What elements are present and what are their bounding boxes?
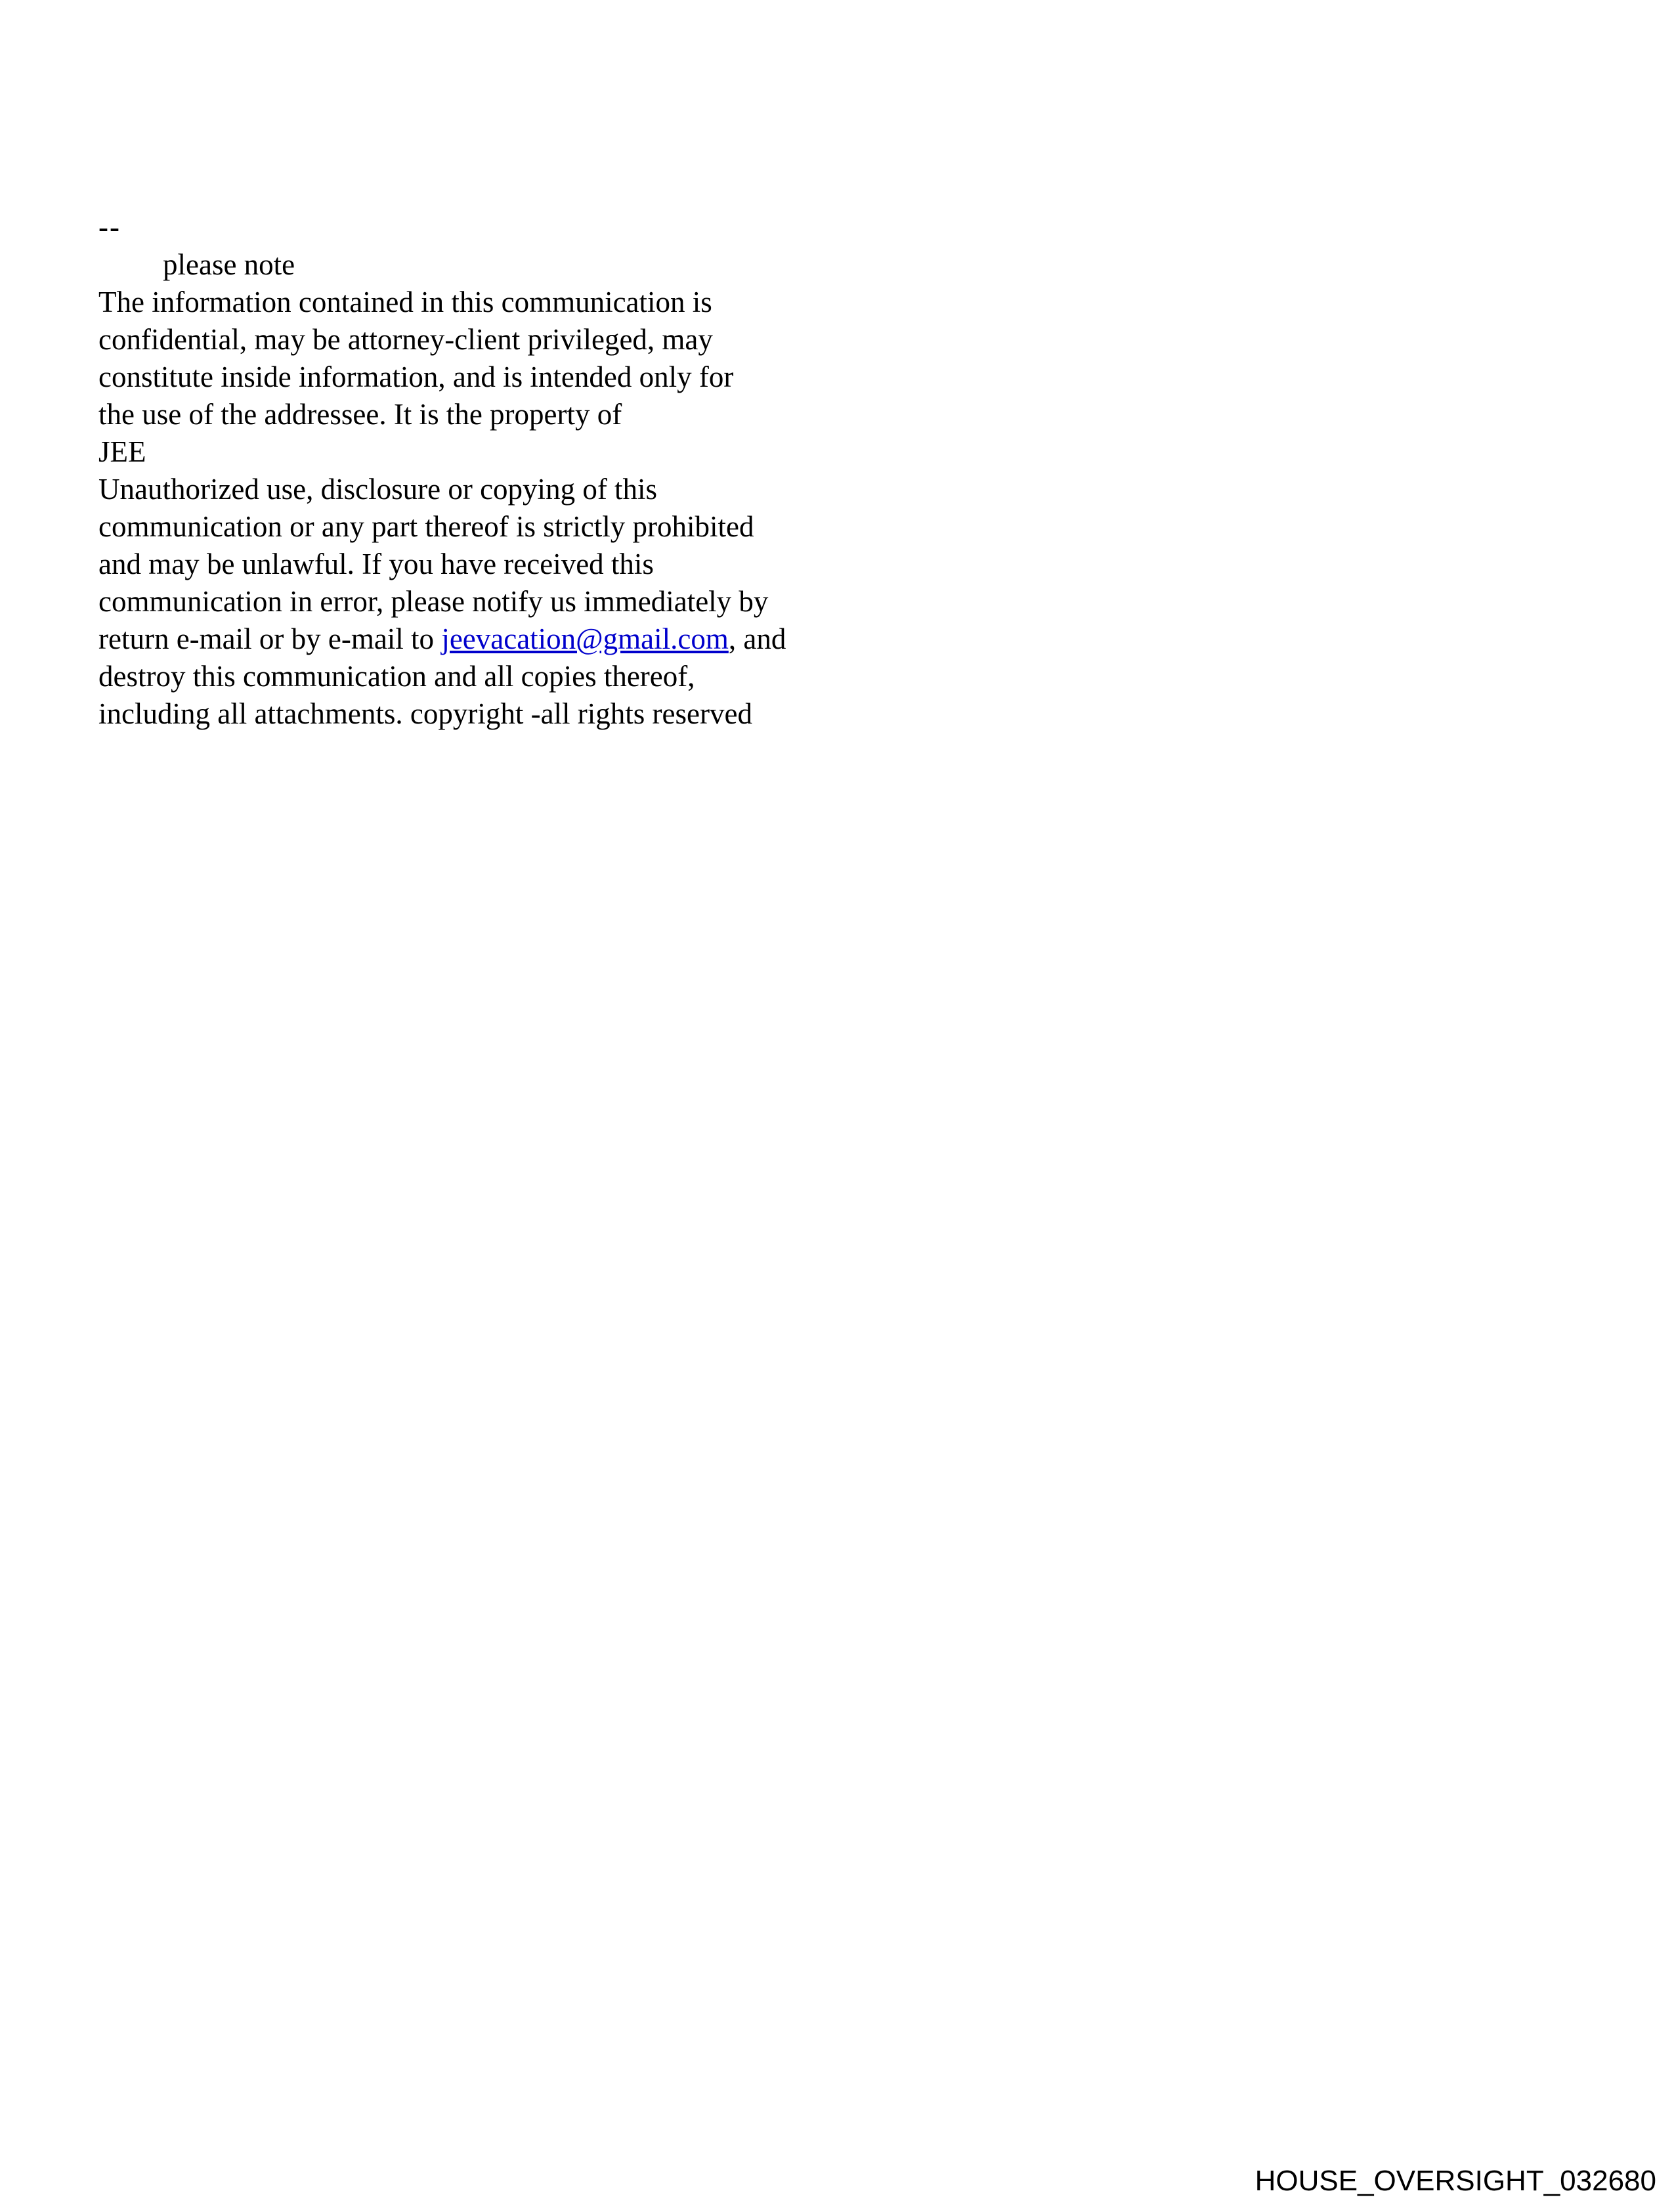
disclaimer-line: confidential, may be attorney-client privileged, may [98,323,713,356]
link-line-suffix: , and [728,622,786,655]
link-line-prefix: return e-mail or by e-mail to [98,622,442,655]
signature-separator: -- [98,211,121,244]
disclaimer-line: The information contained in this communication is [98,286,712,318]
disclaimer-line: the use of the addressee. It is the property of [98,398,622,431]
email-link[interactable]: jeevacation@gmail.com [441,622,729,655]
disclaimer-line: Unauthorized use, disclosure or copying of this [98,473,658,506]
disclaimer-line: destroy this communication and all copies thereof, [98,660,695,693]
disclaimer-line: and may be unlawful. If you have received this [98,548,654,580]
please-note-label: please note [163,248,295,281]
disclaimer-line: JEE [98,435,146,468]
disclaimer-line-with-link [98,620,985,658]
disclaimer-line: including all attachments. copyright -all rights reserved [98,697,752,730]
email-disclaimer [98,209,985,733]
disclaimer-line: communication or any part thereof is strictly prohibited [98,510,754,543]
disclaimer-line: communication in error, please notify us immediately by [98,585,769,618]
disclaimer-line: constitute inside information, and is intended only for [98,360,734,393]
bates-number: HOUSE_OVERSIGHT_032680 [1255,2165,1656,2197]
